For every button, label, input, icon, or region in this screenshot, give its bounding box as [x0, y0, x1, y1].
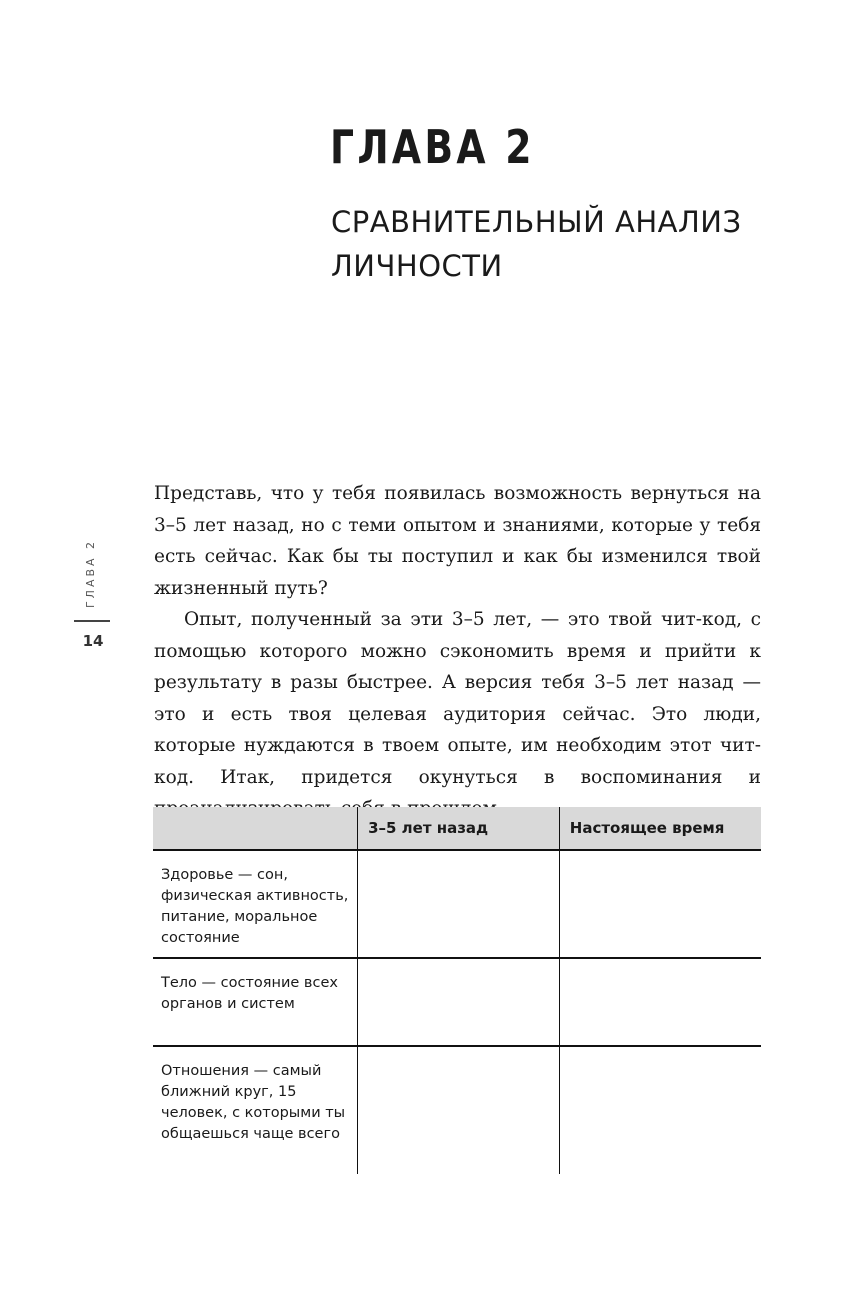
- running-head-divider: [74, 620, 110, 622]
- running-head: [80, 533, 102, 613]
- row-label-health: Здоровье — сон, физическая активность, питание, моральное состояние: [153, 850, 358, 958]
- header-present: Настоящее время: [559, 807, 761, 850]
- page-number: 14: [82, 632, 104, 650]
- table-header-row: [153, 807, 761, 850]
- cell-past: [358, 850, 560, 958]
- table-row: [153, 958, 761, 1046]
- header-category: [153, 807, 358, 850]
- row-label-body: Тело — состояние всех органов и систем: [153, 958, 358, 1046]
- chapter-label: ГЛАВА 2: [330, 120, 535, 174]
- chapter-title: СРАВНИТЕЛЬНЫЙ АНАЛИЗ ЛИЧНОСТИ: [331, 205, 742, 283]
- cell-present: [559, 1046, 761, 1174]
- cell-past: [358, 958, 560, 1046]
- table-row: [153, 850, 761, 958]
- body-text: [154, 478, 761, 825]
- paragraph-intro: Представь, что у тебя появилась возможность вернуться на 3–5 лет назад, но с теми опытом и знаниями, которые у тебя есть сейчас. Как бы ты поступил и как бы изменился твой жизненный путь?: [154, 483, 761, 599]
- header-past: 3–5 лет назад: [358, 807, 560, 850]
- table-row: [153, 1046, 761, 1174]
- paragraph-cheat-code: Опыт, полученный за эти 3–5 лет, — это твой чит-код, с помощью которого можно сэкономить время и прийти к результату в разы быстрее. А версия тебя 3–5 лет назад — это и есть твоя целевая аудитория сейчас. Это люди, которые нуждаются в твоем опыте, им необходим этот чит-код. Итак, придется окунуться в воспоминания и: [154, 609, 761, 788]
- comparison-table: [153, 807, 761, 1174]
- cell-present: [559, 850, 761, 958]
- running-head-text: ГЛАВА 2: [84, 538, 98, 608]
- cell-present: [559, 958, 761, 1046]
- row-label-relationships: Отношения — самый ближний круг, 15 человек, с которыми ты общаешься чаще всего: [153, 1046, 358, 1174]
- cell-past: [358, 1046, 560, 1174]
